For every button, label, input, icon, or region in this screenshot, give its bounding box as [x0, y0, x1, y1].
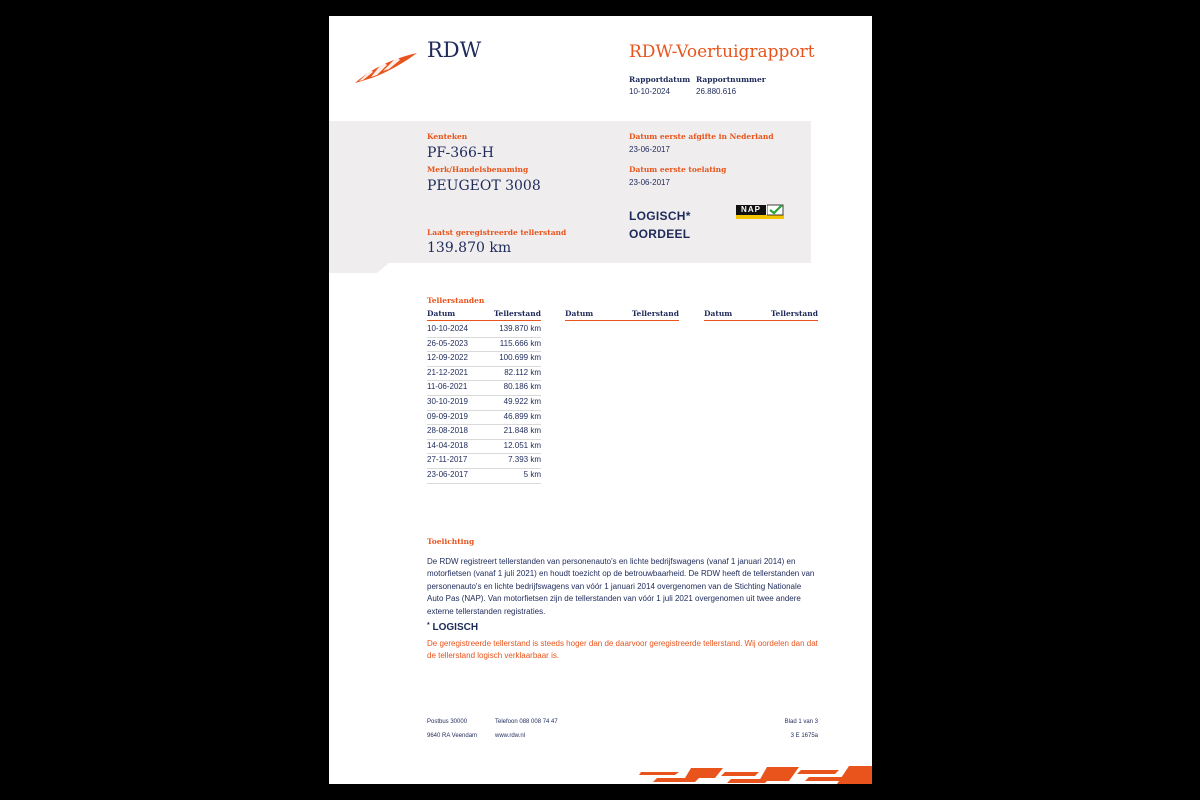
nap-badge [736, 205, 784, 221]
col-tellerstand-header: Tellerstand [770, 309, 818, 318]
rapportdatum-value: 10-10-2024 [629, 87, 670, 96]
row-datum: 09-09-2019 [427, 411, 468, 421]
logisch-heading [427, 622, 478, 633]
row-datum: 23-06-2017 [427, 470, 468, 479]
table-row [427, 322, 541, 338]
logo-text: RDW [427, 38, 482, 62]
toelating-label: Datum eerste toelating [629, 165, 727, 174]
row-km: 21.848 km [503, 426, 541, 436]
tellerstand-label: Laatst geregistreerde tellerstand [427, 228, 567, 237]
panel-tab-shape [329, 263, 389, 273]
table-header-col2 [565, 309, 679, 321]
row-km: 46.899 km [503, 411, 541, 421]
col-datum-header: Datum [565, 309, 594, 318]
row-km: 80.186 km [503, 382, 541, 392]
report-title: RDW-Voertuigrapport [629, 42, 815, 62]
table-row [427, 366, 541, 382]
table-row [427, 410, 541, 426]
verdict-line1: LOGISCH* [629, 209, 691, 223]
tellerstanden-title: Tellerstanden [427, 296, 485, 305]
logisch-title: LOGISCH [432, 622, 479, 633]
footer-postbus: Postbus 30000 [427, 719, 468, 725]
row-datum: 11-06-2021 [427, 382, 468, 392]
col-datum-header: Datum [704, 309, 733, 318]
col-datum-header: Datum [427, 309, 456, 318]
table-header-col3 [704, 309, 818, 321]
nap-badge-text: NAP [736, 205, 766, 215]
kenteken-value: PF-366-H [427, 145, 494, 161]
col-tellerstand-header: Tellerstand [493, 309, 541, 318]
merk-label: Merk/Handelsbenaming [427, 165, 529, 174]
footer-city: 9640 RA Veendam [427, 733, 478, 739]
row-datum: 27-11-2017 [427, 455, 468, 465]
row-datum: 14-04-2018 [427, 440, 468, 450]
rdw-logo-icon [353, 50, 419, 86]
merk-value: PEUGEOT 3008 [427, 178, 541, 194]
row-km: 115.666 km [499, 338, 541, 348]
rapportdatum-label: Rapportdatum [629, 75, 691, 84]
table-row [427, 380, 541, 396]
footer-telefoon: Telefoon 088 008 74 47 [495, 719, 558, 725]
table-row [427, 439, 541, 455]
row-km: 5 km [523, 470, 541, 479]
rapportnummer-value: 26.880.616 [696, 87, 737, 96]
row-km: 12.051 km [503, 440, 541, 450]
toelating-value: 23-06-2017 [629, 178, 670, 187]
row-datum: 21-12-2021 [427, 367, 468, 377]
table-header-col1 [427, 309, 541, 321]
table-row [427, 395, 541, 411]
row-km: 139.870 km [499, 324, 541, 333]
table-row [427, 468, 541, 484]
row-datum: 28-08-2018 [427, 426, 468, 436]
tellerstand-value: 139.870 km [427, 240, 512, 256]
checkmark-icon [767, 204, 784, 216]
footer-code: 3 E 1675a [790, 733, 818, 739]
row-datum: 26-05-2023 [427, 338, 468, 348]
table-row [427, 424, 541, 440]
row-datum: 30-10-2019 [427, 397, 468, 406]
kenteken-label: Kenteken [427, 132, 468, 141]
row-datum: 12-09-2022 [427, 353, 468, 363]
afgifte-label: Datum eerste afgifte in Nederland [629, 132, 774, 141]
report-page [329, 16, 872, 784]
verdict-line2: OORDEEL [629, 227, 691, 241]
afgifte-value: 23-06-2017 [629, 145, 670, 154]
toelichting-body: De RDW registreert tellerstanden van personenauto's en lichte bedrijfswagens (vanaf 1 januari 2014) en motorfietsen (vanaf 1 juli 2021) en houdt toezicht op de betrouwbaarheid. De RDW heeft de tellerstanden van personenauto's en lichte bedrijfswagens van vóór 1 januari 2014 overgenomen van de Stichting Nationale Auto Pas (NAP). Van motorfietsen zijn de tellerstanden van vóór 1 juli 2021 overgenomen uit twee andere externe tellerstanden registraties. [427, 557, 815, 616]
row-km: 49.922 km [503, 397, 541, 406]
footer-stripes-decoration [639, 764, 872, 784]
row-km: 100.699 km [499, 353, 541, 363]
table-row [427, 337, 541, 353]
vehicle-info-panel [329, 121, 811, 263]
col-tellerstand-header: Tellerstand [631, 309, 679, 318]
footer-blad: Blad 1 van 3 [784, 719, 818, 725]
table-row [427, 351, 541, 367]
row-km: 82.112 km [504, 367, 541, 377]
logisch-star: * [427, 622, 430, 629]
footer-website[interactable]: www.rdw.nl [495, 733, 526, 739]
toelichting-title: Toelichting [427, 537, 475, 546]
logisch-body: De geregistreerde tellerstand is steeds hoger dan de daarvoor geregistreerde tellerstand. Wij oordelen dan dat de tellerstand logisch verklaarbaar is. [427, 639, 818, 661]
row-datum: 10-10-2024 [427, 324, 468, 333]
table-row [427, 453, 541, 469]
row-km: 7.393 km [508, 455, 541, 465]
rapportnummer-label: Rapportnummer [696, 75, 766, 84]
